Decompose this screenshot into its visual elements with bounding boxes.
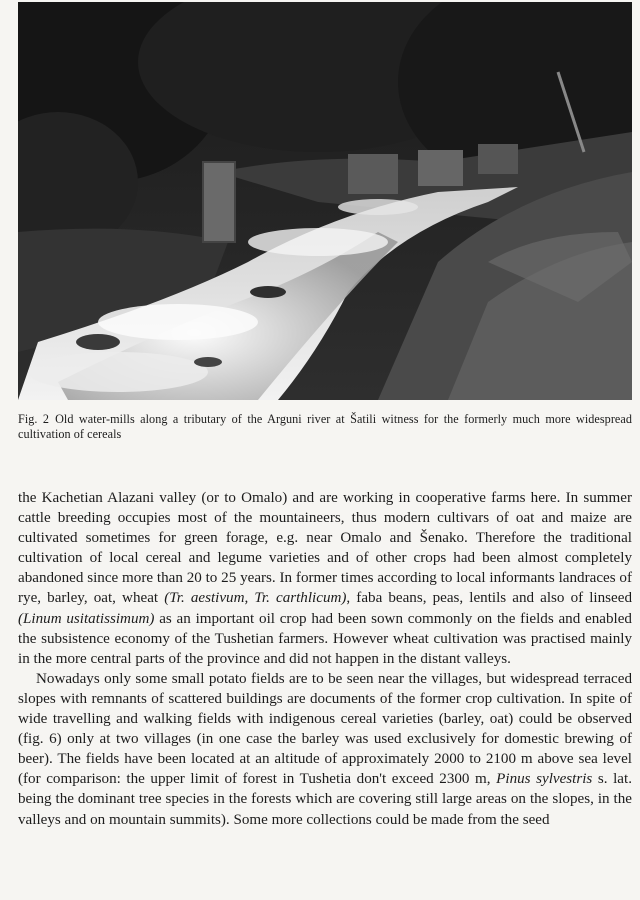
figure-label: Fig. 2 <box>18 412 50 426</box>
figure-caption-text: Old water-mills along a tributary of the Arguni river at Šatili witness for the formerly much more widespread cultivation of cereals <box>18 412 632 441</box>
paragraph-text: the Kachetian Alazani valley (or to Omalo) and are working in cooperative farms here. In summer cattle breeding occupies most of the mountaineers, thus modern cultivars of oat and maize are cultivated sometimes for green forage, e.g. near Omalo and Šenako. Therefore the traditional cultivation of local cereal and legume varieties and of other crops had been almost completely abandoned since more than 20 to 25 years. In former times according to local informants landraces of rye, barley, oat, wheat <box>18 490 632 607</box>
paragraph-text: as an important oil crop had been sown commonly on the fields and enabled the subsistence economy of the Tushetian farmers. However wheat cultivation was practised mainly in the more central parts of the province and did not happen in the distant valleys. <box>18 610 632 667</box>
paragraph-1 <box>18 488 632 669</box>
italic-term: Pinus sylvestris <box>496 771 593 788</box>
figure-caption <box>18 412 632 442</box>
river-photo-image <box>18 2 632 400</box>
paragraph-text: , faba beans, peas, lentils and also of linseed <box>346 590 632 607</box>
paragraph-text: Nowadays only some small potato fields are to be seen near the villages, but widespread terraced slopes with remnants of scattered buildings are documents of the former crop cultivation. In spite of wide travelling and walking fields with indigenous cereal varieties (barley, oat) could be observed (fig. 6) only at two villages (in one case the barley was used exclusively for domestic brewing of beer). The fields have been located at an altitude of approximately 2000 to 2100 m above sea level (for comparison: the upper limit of forest in Tushetia don't exceed 2300 m, <box>18 670 632 788</box>
body-text <box>18 488 632 830</box>
paragraph-text: s. lat. being the dominant tree species in the forests which are covering still large areas on the slopes, in the valleys and on mountain summits). Some more collections could be made from the seed <box>18 771 632 828</box>
figure-photo-water-mills <box>18 2 632 400</box>
italic-term: (Linum usitatissimum) <box>18 610 155 627</box>
paragraph-2 <box>18 669 632 830</box>
italic-term: (Tr. aestivum, Tr. carthlicum) <box>164 590 347 607</box>
